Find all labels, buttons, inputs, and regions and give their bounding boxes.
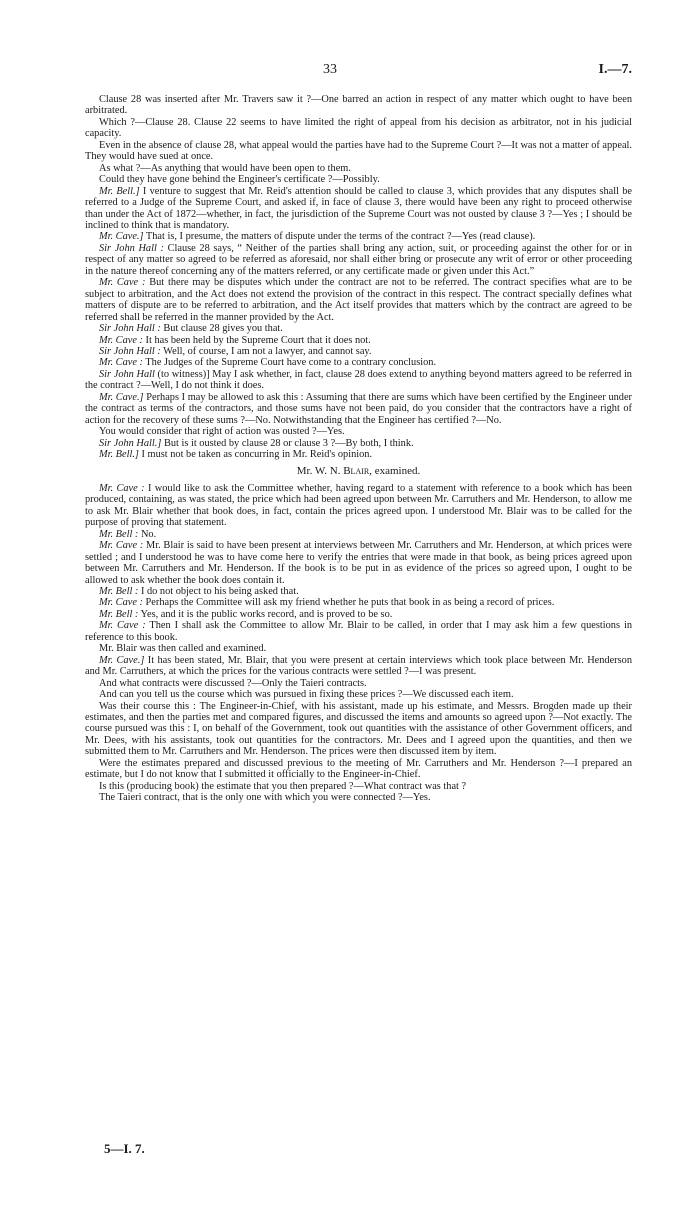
heading-name: Blair: [343, 464, 370, 477]
paragraph-text: It has been stated, Mr. Blair, that you were present at certain interviews which took place between Mr. Henderson and Mr. Carruthers, at which the prices for the various contracts were settled ?—I was present.: [85, 654, 632, 678]
paragraph: [85, 174, 632, 185]
speaker-name: Mr. Cave :: [99, 277, 146, 289]
paragraph-text: But clause 28 gives you that.: [160, 323, 283, 335]
paragraph-text: I venture to suggest that Mr. Reid's attention should be called to clause 3, which provides that any disputes shall be referred to a Judge of the Supreme Court, and asked if, in face of clause 3, there would have been any right to proceed otherwise than under the Act of 1872—whether, in fact, the jurisdiction of the Supreme Court was not ousted by clause 3 ?—Yes ; I should be inclined to think that is mandatory.: [85, 185, 633, 231]
paragraph: [85, 392, 632, 426]
speaker-name: Mr. Cave :: [99, 620, 146, 632]
paragraph: [85, 323, 632, 334]
paragraph-text: You would consider that right of action was ousted ?—Yes.: [99, 426, 345, 438]
paragraph: [85, 781, 632, 792]
paragraph-text: Mr. Blair is said to have been present at interviews between Mr. Carruthers and Mr. Henderson, at which prices were settled ; and I understood he was to have come here to verify the entries that were made in that book, as being prices agreed upon between Mr. Carruthers and Mr. Henderson. If the book is to be put in as evidence of the prices so agreed upon, I ought to be allowed to ask whether the book does contain it.: [85, 540, 632, 586]
speaker-name: Mr. Bell.]: [99, 185, 140, 197]
paragraph: [85, 643, 632, 654]
speaker-name: Mr. Bell.]: [99, 449, 139, 461]
paragraph: [85, 792, 632, 803]
paragraph-text: No.: [138, 528, 157, 540]
page-header: [85, 62, 632, 86]
paragraph-text: But is it ousted by clause 28 or clause 3 ?—By both, I think.: [161, 437, 414, 449]
paragraph-text: Which ?—Clause 28. Clause 22 seems to have limited the right of appeal from his decision as arbitrator, not in his judicial capacity.: [85, 116, 632, 140]
paragraph-text: Even in the absence of clause 28, what appeal would the parties have had to the Supreme Court ?—It was not a matter of appeal. They would have sued at once.: [85, 139, 632, 163]
paragraph-text: I do not object to his being asked that.: [138, 586, 299, 598]
paragraph-text: Perhaps the Committee will ask my friend whether he puts that book in as being a record of prices.: [142, 597, 555, 609]
paragraph: [85, 597, 632, 608]
paragraph: [85, 586, 632, 597]
paragraph-text: Was their course this : The Engineer-in-Chief, with his assistant, made up his estimate, and Messrs. Brogden made up their estimates, and then the parties met and compared figures, and discussed the items and amounts so agreed upon ?—Not exactly. The course pursued was this : I, on behalf of the Government, took out quantities with the assistance of other Government officers, and Mr. Dees, with his assistants, took out quantities for the contractors. Mr. Dees and I agreed upon the quantities, and then we submitted them to Mr. Carruthers and Mr. Henderson. The prices were then discussed item by item.: [85, 700, 632, 758]
speaker-name: Mr. Cave.]: [99, 654, 145, 666]
paragraph-text: But there may be disputes which under the contract are not to be referred. The contract specifies what are to be subject to arbitration, and the Act does not extend the provision of the contract in this respect. The contract specially defines what matters of dispute are to be referred to arbitration, and the Act itself provides that matters which by the contract are agreed to be referred shall be referred in the manner provided by the Act.: [85, 277, 632, 323]
paragraph-text: And can you tell us the course which was pursued in fixing these prices ?—We discussed each item.: [99, 689, 514, 701]
paragraph: [85, 163, 632, 174]
speaker-name: Mr. Cave :: [99, 597, 143, 609]
paragraph-text: I must not be taken as concurring in Mr. Reid's opinion.: [138, 449, 373, 461]
paragraph: [85, 655, 632, 678]
paragraph: [85, 186, 632, 232]
paragraph-text: The Taieri contract, that is the only one with which you were connected ?—Yes.: [99, 792, 431, 804]
heading-prefix: Mr. W. N.: [296, 464, 344, 477]
paragraph-text: Mr. Blair was then called and examined.: [99, 643, 267, 655]
paragraph: [85, 335, 632, 346]
paragraph-text: Could they have gone behind the Engineer's certificate ?—Possibly.: [99, 174, 380, 186]
heading-suffix: , examined.: [369, 464, 421, 477]
paragraph-text: Yes, and it is the public works record, and is proved to be so.: [138, 608, 393, 620]
paragraph: [85, 357, 632, 368]
paragraph: [85, 678, 632, 689]
speaker-name: Mr. Cave :: [99, 334, 143, 346]
paragraph: [85, 758, 632, 781]
speaker-name: Mr. Bell :: [99, 528, 139, 540]
paragraph: [85, 426, 632, 437]
speaker-name: Sir John Hall :: [99, 345, 161, 357]
paragraph: [85, 277, 632, 323]
paragraph-text: Clause 28 says, “ Neither of the parties shall bring any action, suit, or proceeding against the other for or in respect of any matter so agreed to be referred as aforesaid, nor shall either bring or prosecute any writ of error or other proceeding in the nature thereof concerning any of the matters referred, or any certificate made or given under this Act.”: [85, 242, 632, 277]
paragraph-text: That is, I presume, the matters of dispute under the terms of the contract ?—Yes (read clause).: [143, 231, 536, 243]
speaker-name: Mr. Bell :: [99, 586, 139, 598]
paragraph: [85, 243, 632, 277]
paragraph-text: Well, of course, I am not a lawyer, and cannot say.: [160, 345, 372, 357]
paragraph-text: As what ?—As anything that would have been open to them.: [99, 162, 351, 174]
speaker-name: Sir John Hall :: [99, 242, 164, 254]
paragraph: [85, 231, 632, 242]
speaker-name: Sir John Hall :: [99, 323, 161, 335]
paragraph: [85, 449, 632, 460]
paragraph: [85, 369, 632, 392]
speaker-name: Mr. Bell :: [99, 608, 139, 620]
paragraph-text: It has been held by the Supreme Court that it does not.: [142, 334, 371, 346]
paragraph: [85, 689, 632, 700]
paragraph: [85, 438, 632, 449]
paragraph-text: I would like to ask the Committee whether, having regard to a statement with reference to a book which has been produced, containing, as was stated, the price which had been agreed upon between Mr. Carruthers and Mr. Henderson, to allow me to ask Mr. Blair whether that book does, in fact, contain the prices agreed upon. I understood Mr. Blair was to be called for the purpose of proving that statement.: [85, 482, 633, 529]
evidence-part-two: [85, 483, 632, 804]
document-reference: I.—7.: [598, 62, 632, 77]
speaker-name: Mr. Cave :: [99, 540, 144, 552]
speaker-name: Mr. Cave.]: [99, 391, 144, 403]
paragraph: [85, 620, 632, 643]
paragraph: [85, 94, 632, 117]
speaker-name: Sir John Hall: [99, 368, 155, 380]
paragraph-text: (to witness)] May I ask whether, in fact, clause 28 does extend to anything beyond matters agreed to be referred in the contract ?—Well, I do not think it does.: [85, 368, 632, 392]
section-heading: [85, 466, 632, 477]
speaker-name: Sir John Hall.]: [99, 437, 162, 449]
paragraph: [85, 117, 632, 140]
paragraph-text: Is this (producing book) the estimate that you then prepared ?—What contract was that ?: [99, 780, 467, 792]
paragraph: [85, 140, 632, 163]
paragraph-text: Were the estimates prepared and discussed previous to the meeting of Mr. Carruthers and Mr. Henderson ?—I prepared an estimate, but I do not know that I submitted it officially to the Engineer-in-Chief.: [85, 757, 632, 781]
paragraph: [85, 483, 632, 529]
signature-mark: 5—I. 7.: [104, 1141, 145, 1156]
page-number: 33: [323, 62, 337, 77]
paragraph-text: Perhaps I may be allowed to ask this : Assuming that there are sums which have been certified by the Engineer under the contract as terms of the contractors, and those sums have not been paid, do you consider that the contractors have a right of action for the recovery of these sums ?—No. Notwithstanding that the Engineer has certified ?—No.: [85, 391, 633, 426]
speaker-name: Mr. Cave.]: [99, 231, 144, 243]
paragraph: [85, 540, 632, 586]
paragraph-text: And what contracts were discussed ?—Only the Taieri contracts.: [99, 677, 367, 689]
paragraph-text: The Judges of the Supreme Court have come to a contrary conclusion.: [142, 357, 437, 369]
speaker-name: Mr. Cave :: [99, 357, 143, 369]
evidence-part-one: [85, 94, 632, 461]
paragraph: [85, 529, 632, 540]
paragraph-text: Then I shall ask the Committee to allow Mr. Blair to be called, in order that I may ask him a few questions in reference to this book.: [85, 620, 632, 643]
paragraph: [85, 609, 632, 620]
paragraph: [85, 701, 632, 758]
document-body: [85, 94, 632, 804]
paragraph-text: Clause 28 was inserted after Mr. Travers saw it ?—One barred an action in respect of any matter which ought to have been arbitrated.: [85, 94, 632, 117]
paragraph: [85, 346, 632, 357]
speaker-name: Mr. Cave :: [99, 482, 145, 494]
